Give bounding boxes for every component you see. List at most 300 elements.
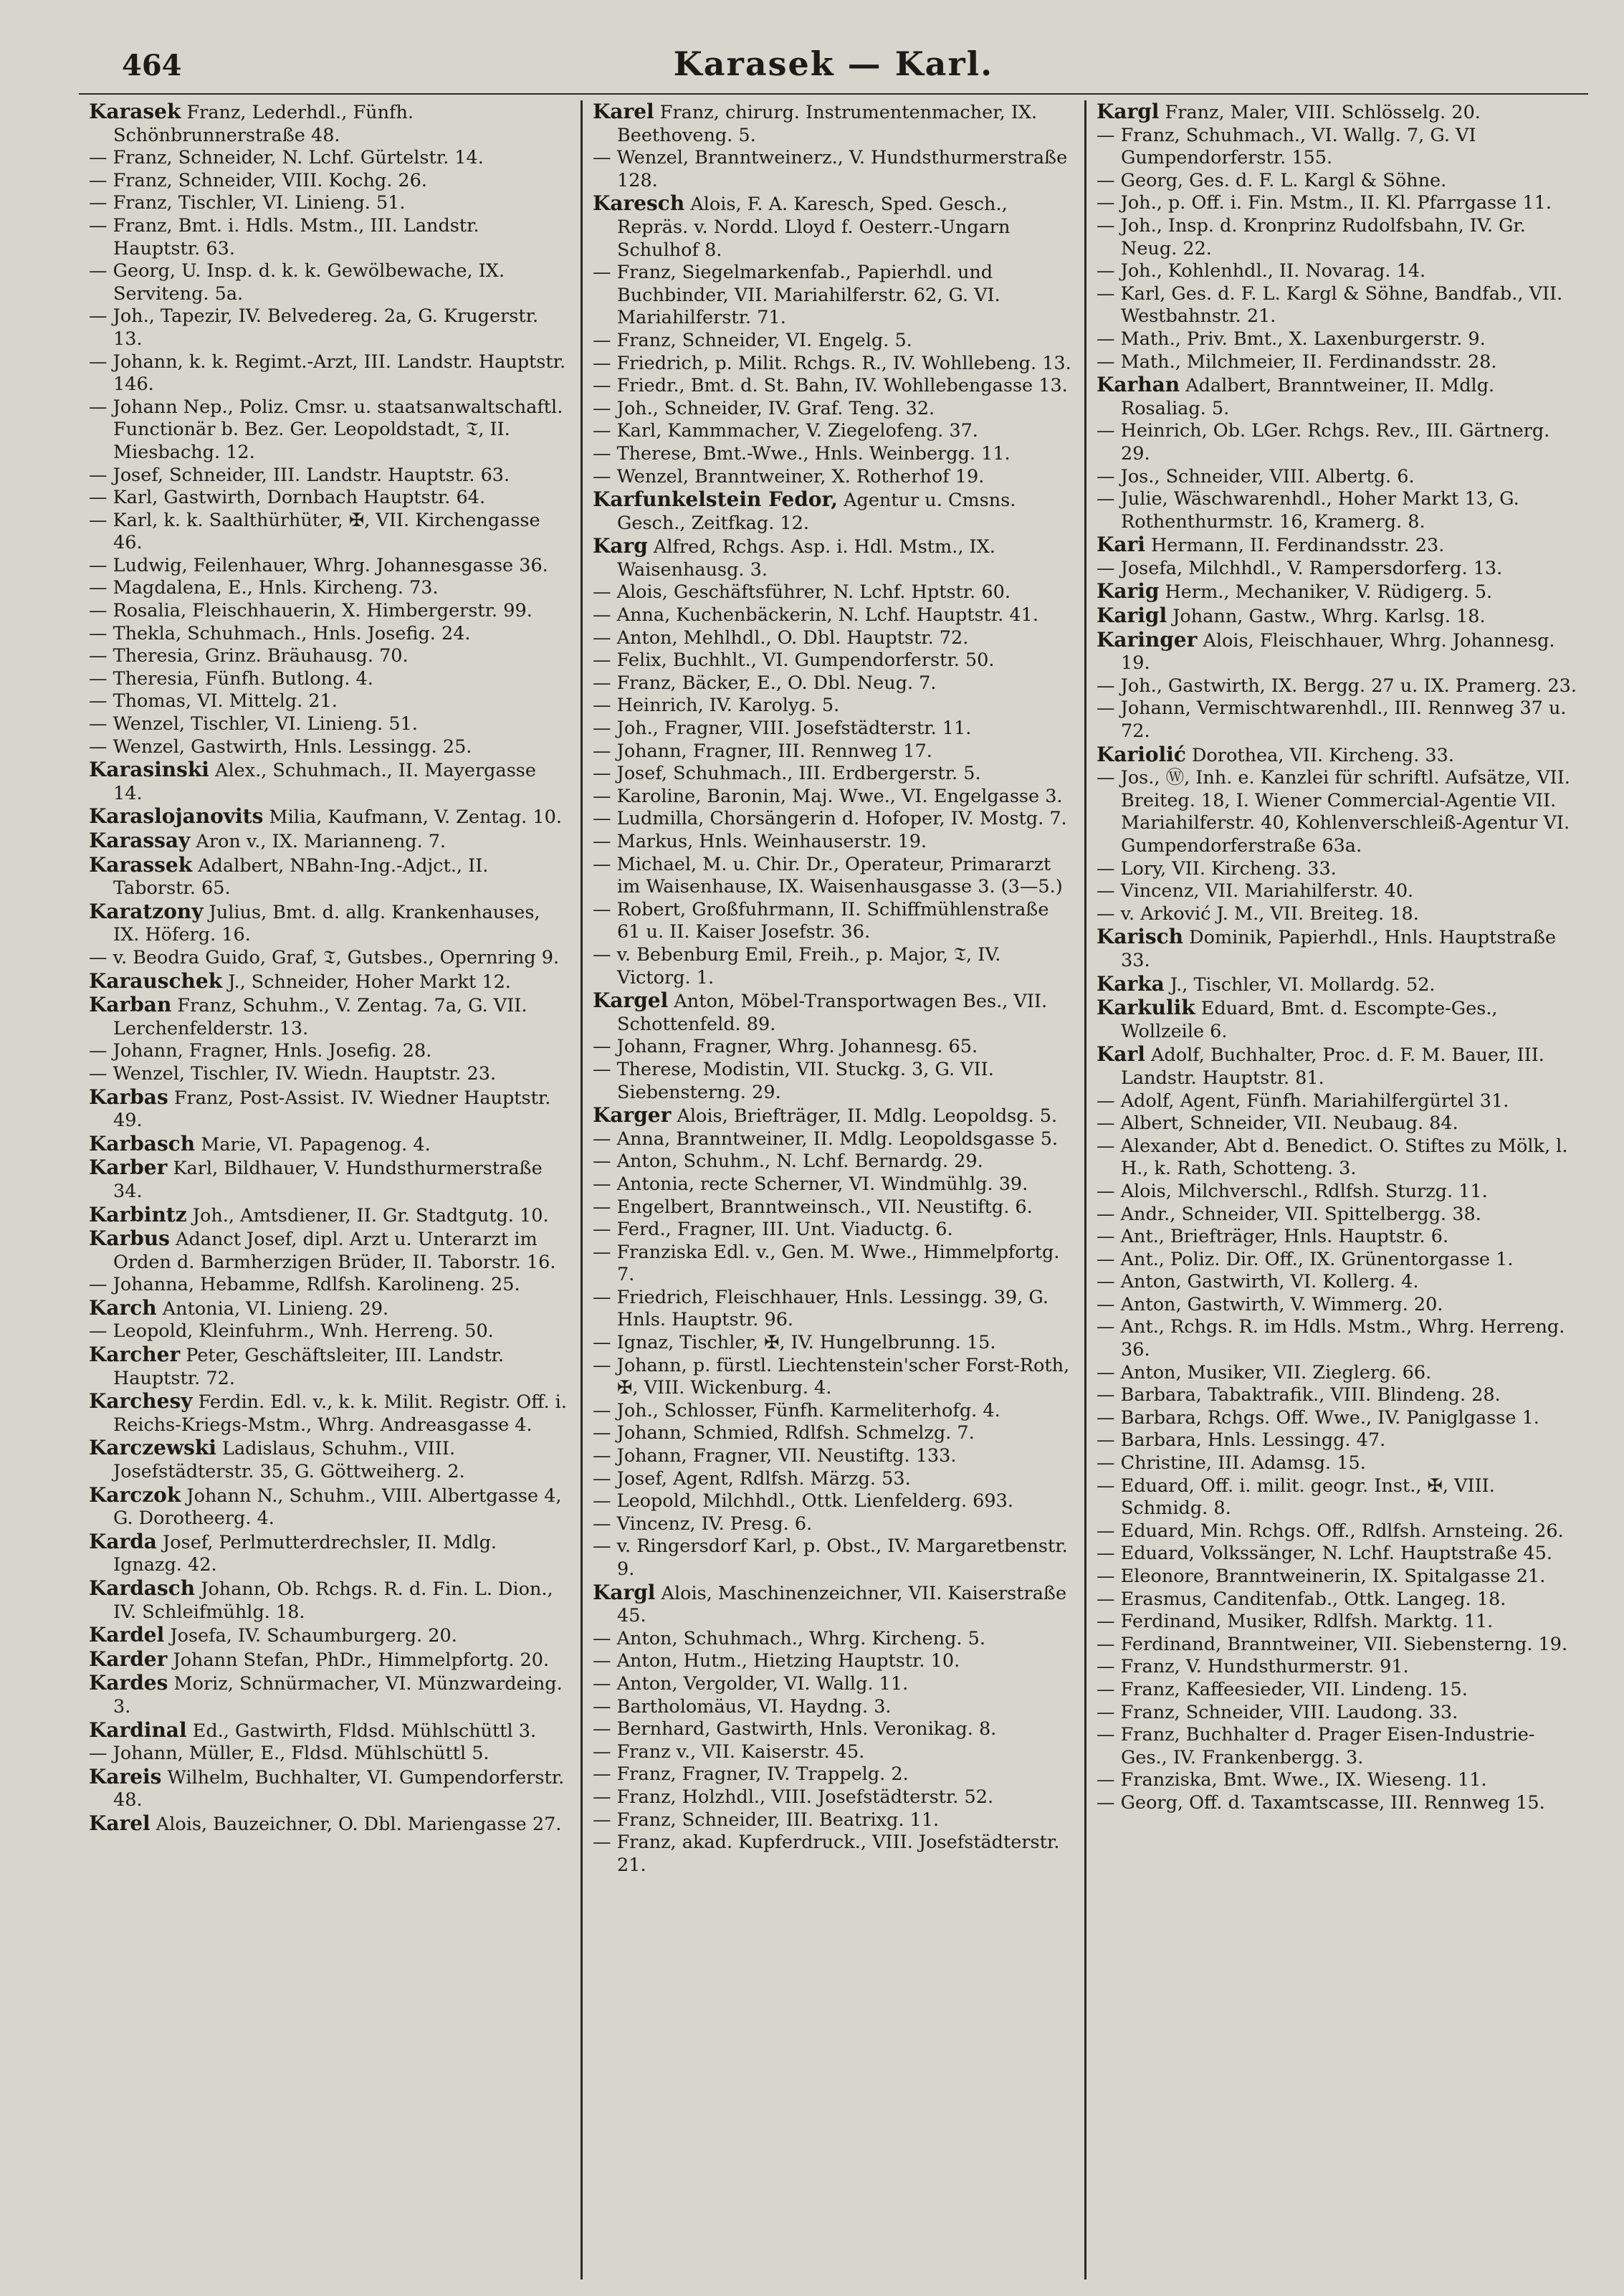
entry-headword: Karbus: [89, 1226, 170, 1251]
directory-entry: [89, 1204, 570, 1228]
directory-subentry: [89, 600, 570, 623]
directory-subentry: [593, 1400, 1074, 1423]
entry-text: — Anton, Musiker, VII. Zieglerg. 66.: [1097, 1361, 1432, 1383]
entry-text: — Ant., Poliz. Dir. Off., IX. Grünentorgasse 1.: [1097, 1248, 1514, 1270]
entry-text: — Josef, Schuhmach., III. Erdbergerstr. 5.: [593, 763, 981, 785]
entry-headword: Karder: [89, 1647, 168, 1671]
entry-text: — Bartholomäus, VI. Haydng. 3.: [593, 1695, 892, 1718]
entry-headword: Karg: [593, 534, 648, 558]
entry-text: — Lory, VII. Kircheng. 33.: [1097, 857, 1337, 880]
entry-headword: Karigl: [1097, 604, 1167, 628]
entry-text: Moriz, Schnürmacher, VI. Münzwardeing. 3.: [113, 1673, 563, 1718]
directory-subentry: [1097, 1226, 1578, 1249]
directory-subentry: [89, 713, 570, 736]
entry-text: — Ludmilla, Chorsängerin d. Hofoper, IV. Mostg. 7.: [593, 808, 1067, 830]
entry-text: — Anton, Schuhmach., Whrg. Kircheng. 5.: [593, 1627, 985, 1649]
directory-entry: [1097, 743, 1578, 768]
directory-entry: [89, 1390, 570, 1437]
directory-subentry: [1097, 1249, 1578, 1272]
directory-entry: [89, 1086, 570, 1133]
directory-subentry: [89, 555, 570, 578]
directory-subentry: [593, 1696, 1074, 1719]
entry-text: — Alexander, Abt d. Benedict. O. Stiftes zu Mölk, l. H., k. Rath, Schotteng. 3.: [1097, 1135, 1568, 1180]
directory-subentry: [89, 170, 570, 193]
entry-text: — Franz, Tischler, VI. Linieng. 51.: [89, 192, 406, 214]
directory-subentry: [593, 1036, 1074, 1059]
column-1: [79, 100, 581, 2280]
entry-text: — Michael, M. u. Chir. Dr., Operateur, Primararzt im Waisenhause, IX. Waisenhausgasse 3. (3—5.): [593, 853, 1063, 898]
directory-subentry: [593, 1809, 1074, 1832]
directory-entry: [89, 1484, 570, 1530]
entry-headword: Karig: [1097, 579, 1160, 604]
entry-text: — Johann, Fragner, III. Rennweg 17.: [593, 740, 932, 762]
entry-headword: Karber: [89, 1156, 168, 1180]
directory-subentry: [1097, 1181, 1578, 1204]
entry-text: — Friedr., Bmt. d. St. Bahn, IV. Wohllebengasse 13.: [593, 375, 1068, 397]
entry-text: — Franz, V. Hundsthurmerstr. 91.: [1097, 1656, 1409, 1678]
entry-headword: Karasinski: [89, 758, 209, 782]
entry-text: — v. Ringersdorf Karl, p. Obst., IV. Margaretbenstr. 9.: [593, 1535, 1068, 1580]
entry-text: Wilhelm, Buchhalter, VI. Gumpendorferstr. 48.: [113, 1766, 565, 1811]
directory-subentry: [89, 1040, 570, 1063]
directory-entry: [89, 1648, 570, 1672]
directory-entry: [89, 805, 570, 829]
entry-text: — Wenzel, Branntweinerz., V. Hundsthurmerstraße 128.: [593, 147, 1068, 191]
entry-text: Ladislaus, Schuhm., VIII. Josefstädterstr. 35, G. Göttweiherg. 2.: [113, 1438, 465, 1483]
directory-subentry: [89, 260, 570, 305]
directory-entry: [1097, 629, 1578, 675]
directory-subentry: [1097, 328, 1578, 351]
directory-subentry: [593, 1763, 1074, 1786]
directory-subentry: [1097, 1543, 1578, 1566]
entry-headword: Kardel: [89, 1623, 165, 1647]
entry-text: — Robert, Großfuhrmann, II. Schiffmühlenstraße 61 u. II. Kaiser Josefstr. 36.: [593, 898, 1049, 943]
directory-subentry: [1097, 1407, 1578, 1430]
entry-headword: Karesch: [593, 191, 685, 216]
directory-subentry: [89, 645, 570, 668]
entry-text: — v. Bebenburg Emil, Freih., p. Major, 𝔗, IV. Victorg. 1.: [593, 943, 1001, 989]
directory-subentry: [593, 1741, 1074, 1764]
directory-entry: [89, 1227, 570, 1274]
directory-subentry: [1097, 858, 1578, 881]
entry-text: — Johann, k. k. Regimt.-Arzt, III. Landstr. Hauptstr. 146.: [89, 351, 566, 396]
entry-text: — Franz, Buchhalter d. Prager Eisen-Industrie-Ges., IV. Frankenbergg. 3.: [1097, 1724, 1535, 1768]
entry-text: — Theresia, Fünfh. Butlong. 4.: [89, 667, 373, 690]
entry-text: — Johann, Schmied, Rdlfsh. Schmelzg. 7.: [593, 1422, 975, 1444]
entry-text: — Johann, Fragner, Whrg. Johannesg. 65.: [593, 1036, 978, 1058]
directory-entry: [593, 535, 1074, 581]
directory-subentry: [593, 1673, 1074, 1696]
entry-text: Milia, Kaufmann, V. Zentag. 10.: [263, 806, 562, 829]
entry-text: Johann Stefan, PhDr., Himmelpfortg. 20.: [167, 1649, 550, 1671]
directory-subentry: [593, 1468, 1074, 1491]
directory-entry: [89, 1156, 570, 1203]
entry-text: Johann, Gastw., Whrg. Karlsg. 18.: [1167, 606, 1486, 628]
entry-text: — Joh., p. Off. i. Fin. Mstm., II. Kl. Pfarrgasse 11.: [1097, 192, 1552, 214]
entry-text: Franz, chirurg. Instrumentenmacher, IX. Beethoveng. 5.: [617, 102, 1038, 146]
directory-entry: [593, 192, 1074, 262]
entry-headword: Kareis: [89, 1764, 162, 1788]
directory-subentry: [593, 420, 1074, 443]
entry-text: — Johann, Müller, E., Fldsd. Mühlschüttl 5.: [89, 1743, 489, 1765]
entry-text: Franz, Maler, VIII. Schlösselg. 20.: [1159, 102, 1481, 123]
entry-text: — Albert, Schneider, VII. Neubaug. 84.: [1097, 1113, 1458, 1135]
entry-text: — Leopold, Kleinfuhrm., Wnh. Herreng. 50.: [89, 1320, 494, 1343]
directory-subentry: [1097, 1792, 1578, 1815]
entry-text: — Franz, Schneider, VI. Engelg. 5.: [593, 329, 912, 351]
directory-subentry: [1097, 420, 1578, 465]
entry-text: — Joh., Fragner, VIII. Josefstädterstr. 11.: [593, 718, 972, 740]
directory-entry: [1097, 533, 1578, 558]
directory-entry: [89, 900, 570, 947]
entry-text: Ferdin. Edl. v., k. k. Milit. Registr. Off. i. Reichs-Kriegs-Mstm., Whrg. Andreasgasse 4.: [113, 1391, 567, 1436]
directory-subentry: [1097, 1362, 1578, 1385]
entry-text: — Friedrich, Fleischhauer, Hnls. Lessingg. 39, G. Hnls. Hauptstr. 96.: [593, 1286, 1049, 1331]
entry-headword: Karka: [1097, 971, 1165, 996]
directory-entry: [89, 1437, 570, 1483]
entry-text: — Karoline, Baronin, Maj. Wwe., VI. Engelgasse 3.: [593, 785, 1063, 807]
directory-subentry: [89, 1274, 570, 1297]
entry-text: — Johann, Fragner, VII. Neustiftg. 133.: [593, 1445, 957, 1467]
entry-headword: Karhan: [1097, 373, 1180, 397]
entry-text: — Rosalia, Fleischhauerin, X. Himbergerstr. 99.: [89, 600, 532, 622]
entry-text: Julius, Bmt. d. allg. Krankenhauses, IX. Höferg. 16.: [113, 901, 540, 946]
entry-text: Hermann, II. Ferdinandsstr. 23.: [1145, 535, 1445, 557]
directory-subentry: [89, 623, 570, 646]
entry-text: — Ferdinand, Musiker, Rdlfsh. Marktg. 11.: [1097, 1611, 1494, 1633]
directory-subentry: [593, 1173, 1074, 1196]
directory-subentry: [89, 1063, 570, 1086]
entry-text: J., Schneider, Hoher Markt 12.: [222, 971, 511, 993]
directory-subentry: [1097, 125, 1578, 170]
directory-subentry: [593, 1718, 1074, 1741]
entry-headword: Karczewski: [89, 1436, 216, 1460]
directory-subentry: [593, 353, 1074, 376]
entry-text: — Vincenz, VII. Mariahilferstr. 40.: [1097, 880, 1414, 902]
entry-text: Franz, Lederhdl., Fünfh. Schönbrunnerstraße 48.: [113, 102, 414, 146]
entry-text: Josefa, IV. Schaumburgerg. 20.: [164, 1625, 457, 1647]
directory-subentry: [1097, 1204, 1578, 1226]
entry-text: Aron v., IX. Marianneng. 7.: [190, 831, 446, 852]
entry-text: — Johanna, Hebamme, Rdlfsh. Karolineng. 25.: [89, 1274, 520, 1296]
entry-text: — Barbara, Hnls. Lessingg. 47.: [1097, 1429, 1386, 1452]
entry-text: — Vincenz, IV. Presg. 6.: [593, 1513, 813, 1535]
entry-text: — Heinrich, Ob. LGer. Rchgs. Rev., III. Gärtnerg. 29.: [1097, 420, 1550, 465]
entry-text: — Jos., Schneider, VIII. Albertg. 6.: [1097, 465, 1415, 487]
entry-headword: Kardes: [89, 1671, 168, 1695]
entry-text: — Georg, Ges. d. F. L. Kargl & Söhne.: [1097, 169, 1447, 191]
entry-text: — Thomas, VI. Mittelg. 21.: [89, 690, 338, 713]
directory-subentry: [593, 1219, 1074, 1242]
directory-subentry: [1097, 1520, 1578, 1543]
directory-subentry: [1097, 880, 1578, 903]
directory-subentry: [1097, 767, 1578, 857]
entry-text: — Thekla, Schuhmach., Hnls. Josefig. 24.: [89, 622, 471, 644]
entry-text: Franz, Post-Assist. IV. Wiedner Hauptstr. 49.: [113, 1087, 551, 1132]
entry-text: — Eleonore, Branntweinerin, IX. Spitalgasse 21.: [1097, 1566, 1546, 1587]
entry-text: — Josef, Agent, Rdlfsh. Märzg. 53.: [593, 1467, 911, 1490]
entry-text: — Johann, Fragner, Hnls. Josefig. 28.: [89, 1040, 432, 1062]
entry-text: — Karl, Ges. d. F. L. Kargl & Söhne, Bandfab., VII. Westbahnstr. 21.: [1097, 282, 1563, 328]
column-2: [581, 100, 1084, 2280]
directory-subentry: [89, 577, 570, 600]
directory-subentry: [1097, 1135, 1578, 1181]
directory-subentry: [1097, 1566, 1578, 1588]
entry-text: — Heinrich, IV. Karolyg. 5.: [593, 695, 840, 717]
entry-text: — Anton, Mehlhdl., O. Dbl. Hauptstr. 72.: [593, 627, 969, 649]
entry-text: — Wenzel, Tischler, VI. Linieng. 51.: [89, 713, 418, 735]
directory-entry: [1097, 996, 1578, 1043]
directory-subentry: [89, 305, 570, 351]
directory-subentry: [1097, 351, 1578, 374]
directory-entry: [89, 854, 570, 900]
entry-text: — Ferdinand, Branntweiner, VII. Siebensterng. 19.: [1097, 1633, 1568, 1655]
entry-text: — Karl, Gastwirth, Dornbach Hauptstr. 64.: [89, 487, 486, 509]
entry-text: — Franz, akad. Kupferdruck., VIII. Josefstädterstr. 21.: [593, 1831, 1060, 1876]
entry-text: — Ludwig, Feilenhauer, Whrg. Johannesgasse 36.: [89, 554, 548, 576]
entry-headword: Karaslojanovits: [89, 804, 264, 829]
entry-text: — Theresia, Grinz. Bräuhausg. 70.: [89, 645, 409, 667]
directory-subentry: [593, 763, 1074, 786]
entry-headword: Karcher: [89, 1343, 181, 1367]
entry-text: — Friedrich, p. Milit. Rchgs. R., IV. Wohllebeng. 13.: [593, 352, 1071, 374]
entry-text: — Anton, Vergolder, VI. Wallg. 11.: [593, 1672, 909, 1695]
entry-text: — Anna, Kuchenbäckerin, N. Lchf. Hauptstr. 41.: [593, 604, 1038, 627]
directory-entry: [1097, 925, 1578, 972]
directory-entry: [593, 989, 1074, 1036]
directory-entry: [89, 994, 570, 1040]
directory-subentry: [1097, 1634, 1578, 1657]
entry-text: Johann N., Schuhm., VIII. Albertgasse 4, G. Dorotheerg. 4.: [113, 1485, 562, 1530]
entry-text: — Franz, Schneider, N. Lchf. Gürtelstr. 14.: [89, 147, 484, 169]
entry-text: Alfred, Rchgs. Asp. i. Hdl. Mstm., IX. Waisenhausg. 3.: [617, 536, 995, 581]
directory-subentry: [593, 695, 1074, 718]
entry-text: — Franz, Schuhmach., VI. Wallg. 7, G. VI Gumpendorferstr. 155.: [1097, 124, 1476, 169]
directory-subentry: [89, 1320, 570, 1343]
directory-subentry: [593, 1650, 1074, 1673]
directory-subentry: [593, 649, 1074, 672]
directory-subentry: [1097, 1656, 1578, 1679]
directory-subentry: [1097, 466, 1578, 489]
directory-subentry: [593, 1831, 1074, 1877]
directory-subentry: [593, 466, 1074, 489]
directory-entry: [1097, 1043, 1578, 1090]
entry-text: — Julie, Wäschwarenhdl., Hoher Markt 13, G. Rothenthurmstr. 16, Kramerg. 8.: [1097, 488, 1519, 533]
directory-entry: [89, 758, 570, 805]
directory-subentry: [593, 672, 1074, 695]
entry-text: Ed., Gastwirth, Fldsd. Mühlschüttl 3.: [186, 1720, 537, 1742]
directory-entry: [89, 1672, 570, 1718]
entry-text: — Joh., Insp. d. Kronprinz Rudolfsbahn, IV. Gr. Neug. 22.: [1097, 214, 1526, 259]
entry-text: — Franz, Fragner, IV. Trappelg. 2.: [593, 1763, 909, 1786]
entry-text: — Franz, Schneider, III. Beatrixg. 11.: [593, 1809, 940, 1831]
entry-text: Adalbert, NBahn-Ing.-Adjct., II. Taborstr. 65.: [113, 854, 489, 900]
entry-headword: Kardinal: [89, 1718, 187, 1742]
directory-subentry: [89, 147, 570, 170]
directory-subentry: [89, 215, 570, 260]
entry-text: — Magdalena, E., Hnls. Kircheng. 73.: [89, 577, 439, 599]
directory-subentry: [1097, 1113, 1578, 1135]
entry-text: — Felix, Buchhlt., VI. Gumpendorferstr. 50.: [593, 649, 995, 672]
directory-subentry: [89, 192, 570, 215]
entry-text: — Alois, Milchverschl., Rdlfsh. Sturzg. 11.: [1097, 1180, 1488, 1202]
entry-headword: Karkulik: [1097, 996, 1195, 1020]
entry-headword: Karel: [593, 100, 654, 123]
entry-text: — Adolf, Agent, Fünfh. Mariahilfergürtel 31.: [1097, 1090, 1509, 1112]
entry-text: — Math., Milchmeier, II. Ferdinandsstr. 28.: [1097, 351, 1497, 373]
entry-headword: Karassay: [89, 829, 191, 852]
entry-text: Adalbert, Branntweiner, II. Mdlg. Rosaliag. 5.: [1121, 375, 1495, 419]
entry-headword: Karasek: [89, 100, 181, 123]
directory-entry: [1097, 373, 1578, 420]
directory-subentry: [593, 1513, 1074, 1536]
directory-entry: [89, 1133, 570, 1157]
directory-entry: [89, 829, 570, 854]
directory-entry: [89, 100, 570, 147]
directory-entry: [89, 1577, 570, 1624]
directory-entry: [89, 1766, 570, 1812]
entry-text: — Franziska Edl. v., Gen. M. Wwe., Himmelpfortg. 7.: [593, 1241, 1060, 1286]
directory-subentry: [89, 396, 570, 465]
running-head: Karasek — Karl.: [673, 44, 994, 83]
entry-text: — Franz, Schneider, VIII. Laudong. 33.: [1097, 1701, 1458, 1723]
entry-headword: Karda: [89, 1529, 157, 1553]
entry-headword: Kargl: [593, 1580, 656, 1604]
directory-subentry: [593, 604, 1074, 627]
directory-subentry: [593, 1332, 1074, 1355]
directory-subentry: [1097, 675, 1578, 698]
entry-text: — Christine, III. Adamsg. 15.: [1097, 1452, 1366, 1475]
directory-subentry: [1097, 170, 1578, 193]
directory-subentry: [1097, 1769, 1578, 1792]
entry-text: — Barbara, Tabaktrafik., VIII. Blindeng. 28.: [1097, 1384, 1501, 1406]
directory-subentry: [89, 947, 570, 970]
directory-subentry: [593, 443, 1074, 466]
entry-text: — v. Beodra Guido, Graf, 𝔗, Gutsbes., Opernring 9.: [89, 946, 560, 968]
entry-text: — Karl, Kammmacher, V. Ziegelofeng. 37.: [593, 420, 978, 442]
directory-subentry: [593, 1535, 1074, 1581]
entry-text: — Leopold, Milchhdl., Ottk. Lienfelderg. 693.: [593, 1490, 1013, 1513]
entry-headword: Karauschek: [89, 968, 223, 993]
entry-text: — Markus, Hnls. Weinhauserstr. 19.: [593, 831, 927, 852]
directory-subentry: [1097, 1679, 1578, 1702]
entry-text: Herm., Mechaniker, V. Rüdigerg. 5.: [1159, 581, 1493, 604]
directory-subentry: [593, 831, 1074, 854]
directory-subentry: [593, 1059, 1074, 1104]
directory-subentry: [1097, 903, 1578, 926]
entry-text: — Eduard, Volkssänger, N. Lchf. Hauptstraße 45.: [1097, 1543, 1552, 1565]
entry-text: — Ignaz, Tischler, ✠, IV. Hungelbrunng. 15.: [593, 1332, 996, 1354]
directory-subentry: [593, 1128, 1074, 1151]
entry-text: — Josefa, Milchhdl., V. Rampersdorferg. 13.: [1097, 557, 1503, 579]
entry-text: Franz, Schuhm., V. Zentag. 7a, G. VII. Lerchenfelderstr. 13.: [113, 995, 527, 1039]
entry-headword: Kardasch: [89, 1576, 196, 1600]
directory-subentry: [593, 330, 1074, 353]
entry-text: Dominik, Papierhdl., Hnls. Hauptstraße 33.: [1121, 927, 1557, 971]
entry-headword: Karatzony: [89, 899, 204, 923]
entry-headword: Kargel: [593, 989, 669, 1013]
entry-text: — Wenzel, Tischler, IV. Wiedn. Hauptstr. 23.: [89, 1062, 497, 1085]
entry-text: — Georg, Off. d. Taxamtscasse, III. Rennweg 15.: [1097, 1791, 1545, 1814]
entry-text: — Alois, Geschäftsführer, N. Lchf. Hptstr. 60.: [593, 581, 1011, 604]
entry-headword: Karl: [1097, 1042, 1145, 1067]
entry-text: Adanct Josef, dipl. Arzt u. Unterarzt im Orden d. Barmherzigen Brüder, II. Taborstr. 16.: [113, 1229, 556, 1273]
directory-subentry: [593, 1490, 1074, 1513]
directory-subentry: [593, 262, 1074, 330]
entry-text: Anton, Möbel-Transportwagen Bes., VII. Schottenfeld. 89.: [617, 991, 1048, 1035]
entry-text: Agentur u. Cmsns. Gesch., Zeitfkag. 12.: [617, 490, 1016, 534]
directory-subentry: [89, 668, 570, 691]
entry-text: — Joh., Tapezir, IV. Belvedereg. 2a, G. Krugerstr. 13.: [89, 305, 539, 350]
directory-subentry: [593, 398, 1074, 421]
entry-text: — Ant., Briefträger, Hnls. Hauptstr. 6.: [1097, 1226, 1449, 1248]
directory-subentry: [1097, 1294, 1578, 1317]
entry-headword: Kariolić: [1097, 742, 1186, 766]
directory-subentry: [593, 375, 1074, 398]
entry-text: Alois, F. A. Karesch, Sped. Gesch., Repräs. v. Nordd. Lloyd f. Oesterr.-Ungarn Schulhof 8.: [617, 194, 1011, 261]
entry-text: Marie, VI. Papagenog. 4.: [195, 1133, 431, 1156]
directory-entry: [1097, 604, 1578, 629]
entry-text: — Franz v., VII. Kaiserstr. 45.: [593, 1740, 865, 1763]
entry-headword: Karinger: [1097, 627, 1198, 652]
entry-headword: Karczok: [89, 1482, 181, 1507]
entry-text: — Math., Priv. Bmt., X. Laxenburgerstr. 9.: [1097, 328, 1486, 350]
directory-entry: [89, 970, 570, 994]
entry-headword: Karbas: [89, 1085, 168, 1109]
entry-text: Alex., Schuhmach., II. Mayergasse 14.: [113, 760, 536, 804]
entry-headword: Karban: [89, 993, 172, 1017]
directory-subentry: [593, 786, 1074, 809]
entry-text: — Franz, Schneider, VIII. Kochg. 26.: [89, 169, 427, 191]
directory-subentry: [593, 1628, 1074, 1651]
entry-headword: Karbasch: [89, 1131, 196, 1156]
entry-text: — Joh., Kohlenhdl., II. Novarag. 14.: [1097, 260, 1426, 282]
entry-headword: Karfunkelstein Fedor,: [593, 487, 838, 512]
directory-entry: [593, 1104, 1074, 1128]
page-number: 464: [122, 49, 182, 82]
entry-text: Karl, Bildhauer, V. Hundsthurmerstraße 34.: [113, 1158, 543, 1202]
directory-subentry: [593, 581, 1074, 604]
entry-text: — Franz, Bmt. i. Hdls. Mstm., III. Landstr. Hauptstr. 63.: [89, 214, 479, 259]
directory-subentry: [89, 487, 570, 510]
entry-text: — Johann Nep., Poliz. Cmsr. u. staatsanwaltschaftl. Functionär b. Bez. Ger. Leopoldstadt, 𝔗, II. Miesbachg. 12.: [89, 396, 563, 463]
entry-text: — Anton, Gastwirth, VI. Kollerg. 4.: [1097, 1271, 1419, 1293]
directory-subentry: [593, 1151, 1074, 1173]
directory-subentry: [593, 1355, 1074, 1400]
entry-text: Joh., Amtsdiener, II. Gr. Stadtgutg. 10.: [186, 1204, 549, 1226]
entry-headword: Karch: [89, 1295, 157, 1320]
entry-text: — Johann, Vermischtwarenhdl., III. Rennweg 37 u. 72.: [1097, 697, 1567, 743]
entry-text: Antonia, VI. Linieng. 29.: [156, 1297, 389, 1320]
entry-text: — Erasmus, Canditenfab., Ottk. Langeg. 18.: [1097, 1588, 1506, 1610]
directory-columns: [79, 100, 1588, 2280]
directory-subentry: [1097, 1316, 1578, 1361]
entry-headword: Karbintz: [89, 1202, 187, 1226]
entry-text: — Joh., Schlosser, Fünfh. Karmeliterhofg. 4.: [593, 1399, 1000, 1421]
directory-entry: [89, 1812, 570, 1837]
directory-entry: [593, 100, 1074, 147]
directory-subentry: [593, 899, 1074, 944]
entry-text: — Joh., Schneider, IV. Graf. Teng. 32.: [593, 397, 935, 419]
entry-text: — Anton, Gastwirth, V. Wimmerg. 20.: [1097, 1293, 1443, 1315]
entry-text: — Barbara, Rchgs. Off. Wwe., IV. Paniglgasse 1.: [1097, 1406, 1539, 1429]
entry-text: — Andr., Schneider, VII. Spittelbergg. 38.: [1097, 1203, 1481, 1225]
entry-text: Adolf, Buchhalter, Proc. d. F. M. Bauer, III. Landstr. Hauptstr. 81.: [1121, 1044, 1544, 1089]
entry-text: Alois, Maschinenzeichner, VII. Kaiserstraße 45.: [617, 1582, 1067, 1627]
entry-headword: Karger: [593, 1103, 672, 1128]
entry-text: — Bernhard, Gastwirth, Hnls. Veronikag. 8.: [593, 1718, 997, 1740]
directory-subentry: [1097, 1702, 1578, 1725]
